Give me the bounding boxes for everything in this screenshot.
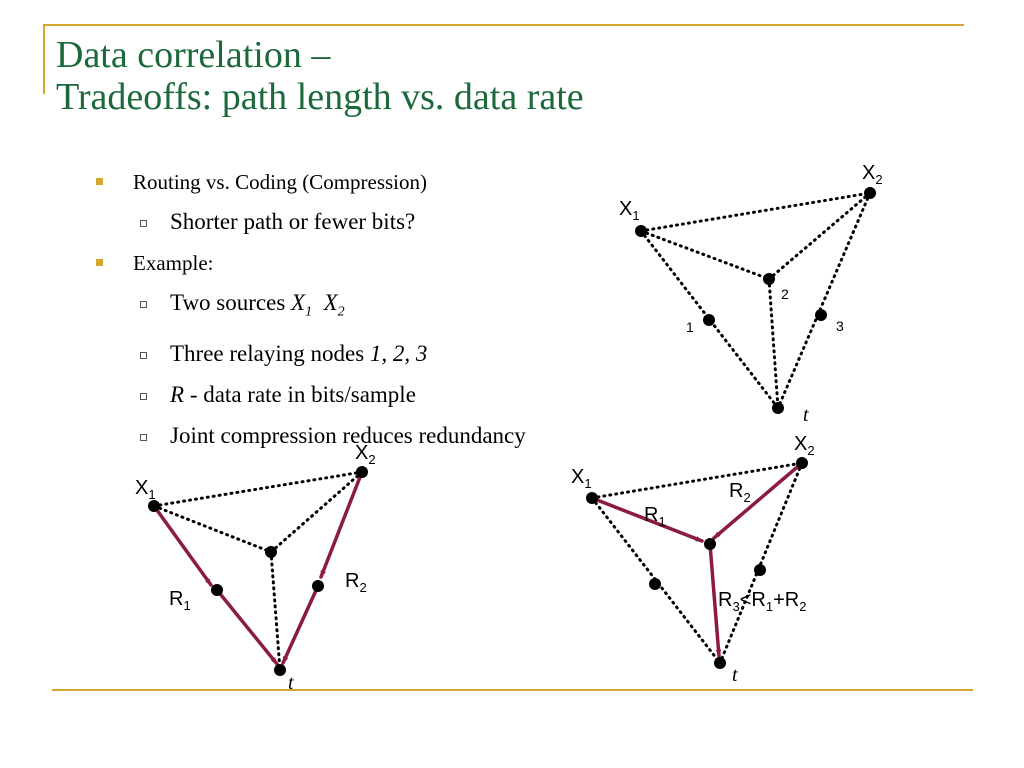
label-x2: $X_2$ (862, 162, 883, 187)
label-r1: $R_1$ (644, 504, 666, 529)
edge-x1-x2 (592, 463, 802, 498)
sub-bullet-relaying-nodes: Three relaying nodes 1, 2, 3 (96, 340, 636, 368)
node-relay-2 (265, 546, 277, 558)
label-x1: $X_1$ (619, 198, 640, 223)
node-relay-1 (649, 578, 661, 590)
sub-bullet-joint-compression: Joint compression reduces redundancy (96, 422, 636, 450)
edge-x2-sink (778, 193, 870, 408)
diagram-right-nodes (586, 457, 808, 669)
node-sink (274, 664, 286, 676)
edge-relay2-sink (271, 552, 280, 670)
bullet-example: Example: (96, 249, 636, 277)
label-x1: $X_1$ (571, 466, 592, 491)
node-x1 (635, 225, 647, 237)
sub-bullet-data-rate: R - data rate in bits/sample (96, 381, 636, 409)
label-relay-3: 3 (836, 318, 844, 334)
node-sink (772, 402, 784, 414)
diagram-right (592, 463, 802, 663)
sub-bullet-two-sources: Two sources $X_1$ $X_2$ (96, 289, 636, 327)
edge-relay2-sink (769, 279, 778, 408)
arrow-relay3-sink (283, 586, 318, 663)
arrow-relay1-sink (217, 590, 277, 664)
title-line-2: Tradeoffs: path length vs. data rate (56, 76, 584, 118)
node-relay-3 (312, 580, 324, 592)
label-r1: $R_1$ (169, 588, 191, 613)
label-r3-constraint: $R_3<R_1+R_2$ (718, 589, 807, 614)
label-sink: t (288, 672, 294, 694)
sub-bullet-shorter-path: Shorter path or fewer bits? (96, 208, 636, 236)
label-r2: $R_2$ (729, 480, 751, 505)
edge-x1-x2 (641, 193, 870, 231)
node-x2 (356, 466, 368, 478)
node-relay-3 (754, 564, 766, 576)
label-sink: t (732, 664, 738, 686)
node-sink (714, 657, 726, 669)
bullet-routing-vs-coding: Routing vs. Coding (Compression) (96, 168, 636, 196)
node-relay-3 (815, 309, 827, 321)
title-line-1: Data correlation – (56, 34, 331, 76)
label-x2: $X_2$ (794, 433, 815, 458)
arrow-x2-relay3 (321, 472, 362, 577)
node-relay-2 (704, 538, 716, 550)
node-relay-2 (763, 273, 775, 285)
node-x2 (864, 187, 876, 199)
label-relay-1: 1 (686, 319, 694, 335)
node-x2 (796, 457, 808, 469)
label-r2: $R_2$ (345, 570, 367, 595)
node-x1 (586, 492, 598, 504)
node-relay-1 (211, 584, 223, 596)
label-relay-2: 2 (781, 286, 789, 302)
diagram-top (641, 193, 870, 408)
label-x1: $X_1$ (135, 477, 156, 502)
label-x2: $X_2$ (355, 442, 376, 467)
label-sink: t (803, 404, 809, 426)
node-relay-1 (703, 314, 715, 326)
